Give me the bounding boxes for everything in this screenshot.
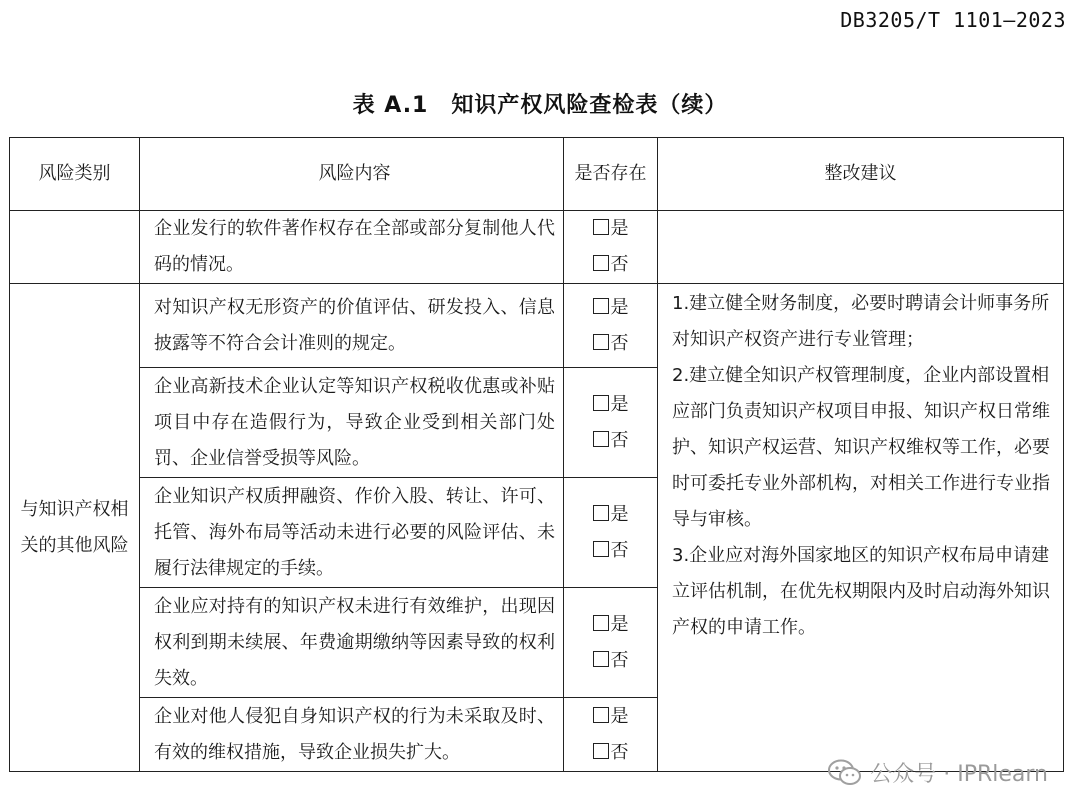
- exists-cell: [564, 698, 658, 772]
- risk-category: 与知识产权相关的其他风险: [20, 498, 129, 556]
- no-option[interactable]: [564, 643, 657, 679]
- yes-label: 是: [610, 218, 629, 239]
- no-label: 否: [610, 429, 629, 451]
- checkbox-icon[interactable]: [593, 743, 609, 759]
- yes-label: 是: [610, 705, 629, 727]
- yes-option[interactable]: [564, 607, 657, 643]
- content-cell: [140, 698, 564, 772]
- content-cell: [140, 588, 564, 698]
- table-row: [10, 211, 1064, 284]
- exists-cell: [564, 284, 658, 368]
- advice-item-3: 3.企业应对海外国家地区的知识产权布局申请建立评估机制，在优先权期限内及时启动海外知识产权的申请工作。: [672, 545, 1050, 638]
- checkbox-icon[interactable]: [593, 298, 609, 314]
- checkbox-icon[interactable]: [593, 255, 609, 271]
- no-option[interactable]: [564, 423, 657, 459]
- watermark-text: 公众号 · IPRlearn: [870, 762, 1048, 787]
- header-category: 风险类别: [10, 138, 140, 211]
- checkbox-icon[interactable]: [593, 395, 609, 411]
- risk-content: 企业应对持有的知识产权未进行有效维护，出现因权利到期未续展、年费逾期缴纳等因素导致的权利失效。: [154, 595, 555, 689]
- content-cell: [140, 478, 564, 588]
- exists-cell: [564, 588, 658, 698]
- header-content: 风险内容: [140, 138, 564, 211]
- exists-cell: [564, 211, 658, 284]
- risk-checklist-table: [9, 137, 1064, 772]
- yes-label: 是: [610, 503, 629, 525]
- category-cell-empty: [10, 211, 140, 284]
- yes-option[interactable]: [564, 497, 657, 533]
- header-exists: 是否存在: [564, 138, 658, 211]
- yes-label: 是: [610, 393, 629, 415]
- risk-content: 对知识产权无形资产的价值评估、研发投入、信息披露等不符合会计准则的规定。: [154, 296, 555, 354]
- risk-content: 企业知识产权质押融资、作价入股、转让、许可、托管、海外布局等活动未进行必要的风险评估、未履行法律规定的手续。: [154, 485, 555, 579]
- no-label: 否: [610, 649, 629, 671]
- exists-cell: [564, 368, 658, 478]
- no-label: 否: [610, 254, 629, 275]
- risk-content: 企业高新技术企业认定等知识产权税收优惠或补贴项目中存在造假行为，导致企业受到相关部门处罚、企业信誉受损等风险。: [154, 375, 555, 469]
- checkbox-icon[interactable]: [593, 219, 609, 235]
- yes-label: 是: [610, 296, 629, 318]
- yes-option[interactable]: [564, 211, 657, 247]
- watermark: [828, 757, 1048, 788]
- yes-option[interactable]: [564, 290, 657, 326]
- header-advice: 整改建议: [658, 138, 1064, 211]
- no-label: 否: [610, 539, 629, 561]
- content-cell: [140, 211, 564, 284]
- no-label: 否: [610, 332, 629, 354]
- yes-option[interactable]: [564, 387, 657, 423]
- table-row: [10, 284, 1064, 368]
- content-cell: [140, 284, 564, 368]
- table-title: 表 A.1 知识产权风险查检表（续）: [352, 93, 728, 118]
- checkbox-icon[interactable]: [593, 541, 609, 557]
- checkbox-icon[interactable]: [593, 431, 609, 447]
- no-option[interactable]: [564, 533, 657, 569]
- checkbox-icon[interactable]: [593, 707, 609, 723]
- no-option[interactable]: [564, 326, 657, 362]
- no-option[interactable]: [564, 247, 657, 283]
- checkbox-icon[interactable]: [593, 505, 609, 521]
- checkbox-icon[interactable]: [593, 334, 609, 350]
- advice-item-2: 2.建立健全知识产权管理制度，企业内部设置相应部门负责知识产权项目申报、知识产权日常维护、知识产权运营、知识产权维权等工作，必要时可委托专业外部机构，对相关工作进行专业指导与审核。: [672, 365, 1050, 530]
- advice-cell: [658, 284, 1064, 772]
- yes-option[interactable]: [564, 699, 657, 735]
- no-label: 否: [610, 741, 629, 763]
- content-cell: [140, 368, 564, 478]
- yes-label: 是: [610, 613, 629, 635]
- advice-cell-empty: [658, 211, 1064, 284]
- checkbox-icon[interactable]: [593, 615, 609, 631]
- standard-code: DB3205/T 1101—2023: [840, 8, 1066, 32]
- exists-cell: [564, 478, 658, 588]
- risk-content: 企业发行的软件著作权存在全部或部分复制他人代码的情况。: [154, 218, 555, 275]
- risk-content: 企业对他人侵犯自身知识产权的行为未采取及时、有效的维权措施，导致企业损失扩大。: [154, 705, 555, 763]
- wechat-icon: [828, 759, 862, 787]
- category-cell: [10, 284, 140, 772]
- advice-item-1: 1.建立健全财务制度，必要时聘请会计师事务所对知识产权资产进行专业管理；: [672, 293, 1050, 350]
- no-option[interactable]: [564, 735, 657, 771]
- table-header-row: [10, 138, 1064, 211]
- checkbox-icon[interactable]: [593, 651, 609, 667]
